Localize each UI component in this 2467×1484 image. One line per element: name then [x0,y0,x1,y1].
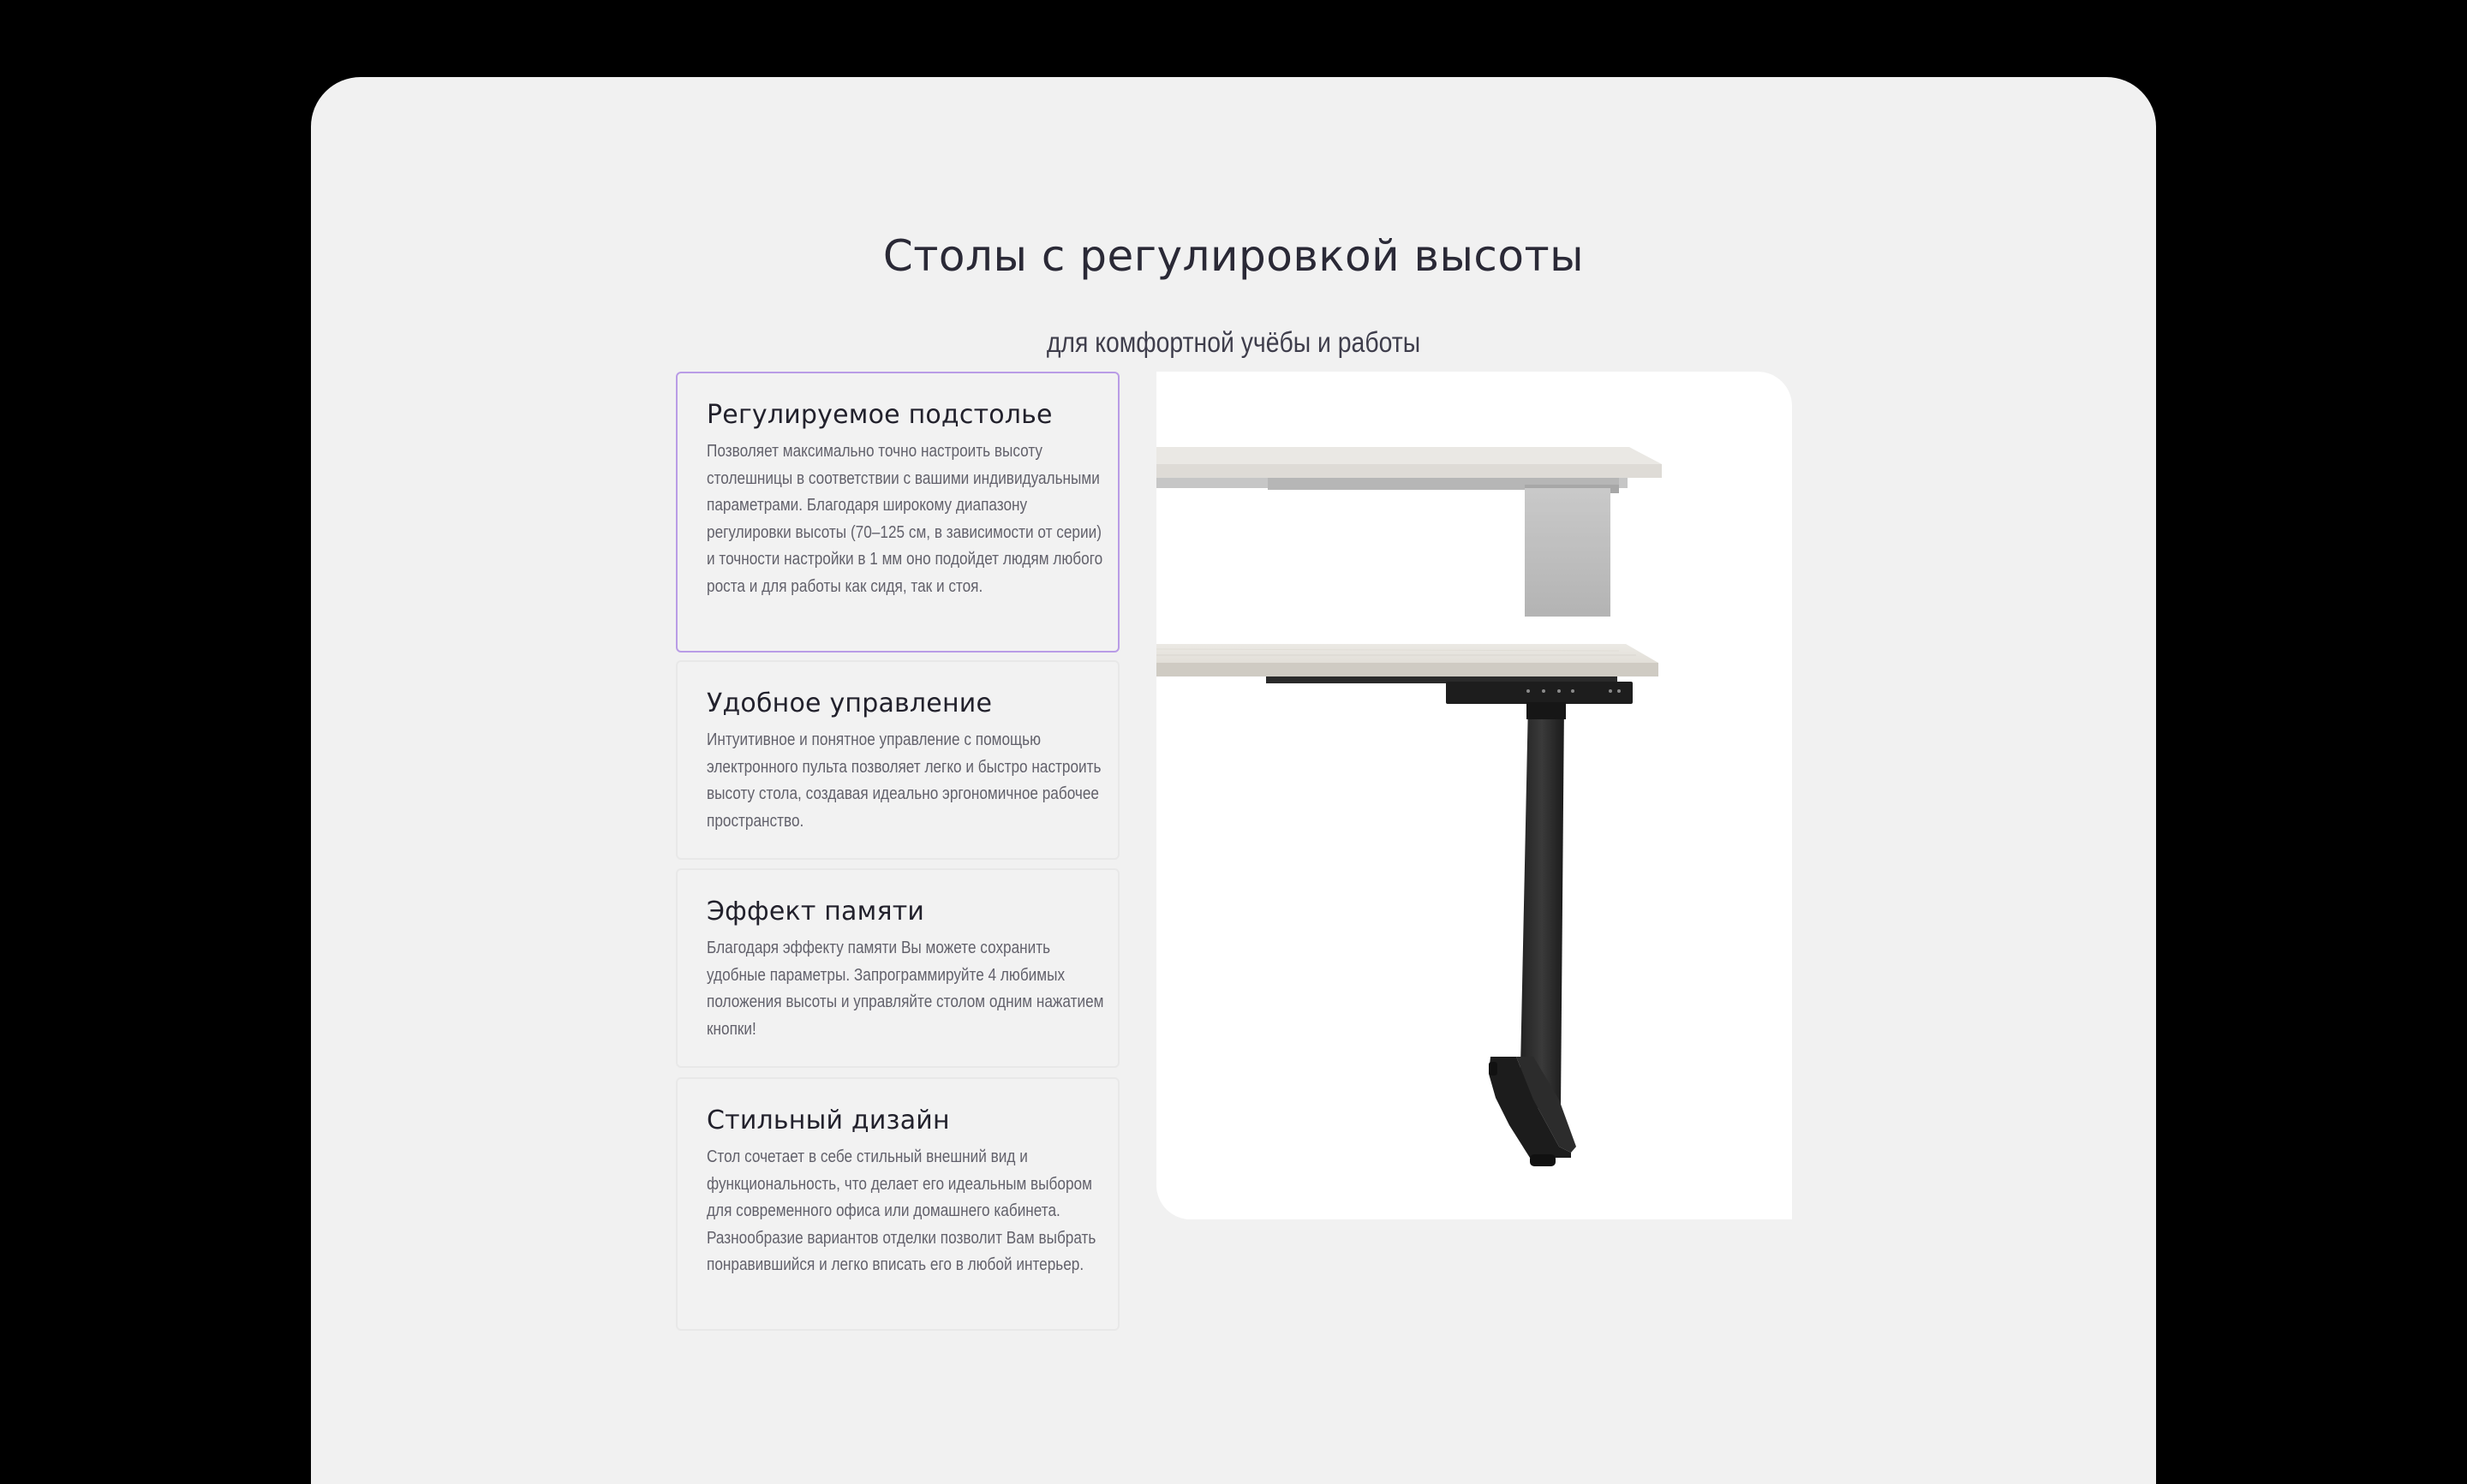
feature-description: Интуитивное и понятное управление с помощью электронного пульта позволяет легко и быстро настроить высоту стола, создавая идеально эргономичное рабочее пространство. [707,730,1102,831]
feature-description: Благодаря эффекту памяти Вы можете сохранить удобные параметры. Запрограммируйте 4 любимых положения высоты и управляйте столом одним нажатием кнопки! [707,939,1104,1039]
feature-card-stylish-design[interactable] [676,1077,1120,1331]
page-subtitle: для комфортной учёбы и работы [1046,326,1421,358]
raised-desk-ghost [1156,447,1662,617]
desk-image-card [1156,372,1792,1219]
feature-title: Регулируемое подстолье [707,400,1053,430]
feature-card-memory-effect[interactable] [676,868,1120,1068]
lowered-desk [1156,644,1658,1166]
feature-description: Стол сочетает в себе стильный внешний вид и функциональность, что делает его идеальным выбором для современного офиса или домашнего кабинета. Разнообразие вариантов отделки позволит Вам выбрать понравившийся и легко вписать его в любой интерьер. [707,1147,1096,1274]
feature-title: Эффект памяти [707,897,925,927]
feature-title: Удобное управление [707,688,993,718]
feature-card-easy-control[interactable] [676,660,1120,860]
page-title: Столы с регулировкой высоты [882,231,1585,281]
feature-card-adjustable-frame[interactable] [676,372,1120,653]
height-adjustable-desk-image [1156,372,1792,1219]
content-panel [311,77,2156,1484]
feature-title: Стильный дизайн [707,1106,950,1135]
feature-description: Позволяет максимально точно настроить высоту столешницы в соответствии с вашими индивидуальными параметрами. Благодаря широкому диапазону регулировки высоты (70–125 см, в зависимости от серии) и точности настройки в 1 мм оно подойдет людям любого роста и для работы как сидя, так и стоя. [707,442,1103,596]
